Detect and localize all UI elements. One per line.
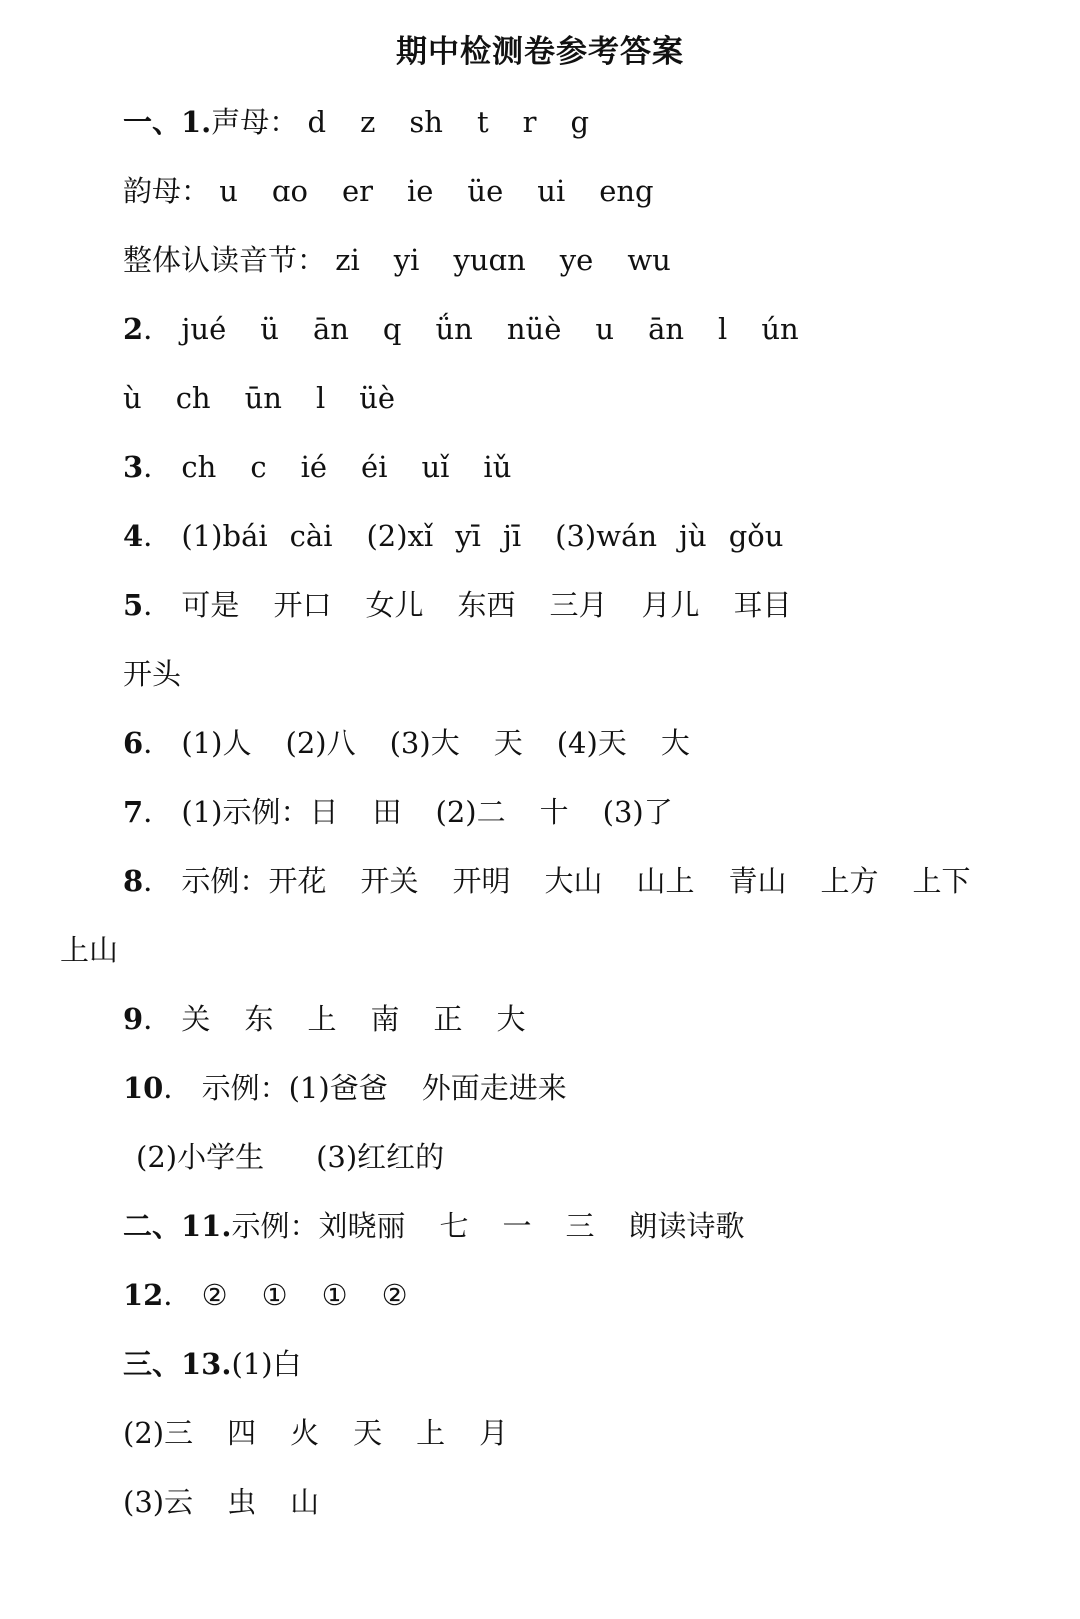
q8-line-1 — [123, 861, 971, 901]
q3-item: ié — [300, 450, 328, 484]
question-number: 10 — [123, 1071, 164, 1105]
q8-item: 上山 — [60, 933, 119, 967]
q11-item: 刘晓丽 — [318, 1209, 406, 1243]
q2-item: ān — [648, 312, 685, 346]
q12-item: ① — [261, 1278, 288, 1312]
q9-item: 关 — [181, 1002, 211, 1036]
q7-part: 田 — [372, 795, 402, 829]
q7-part: (3)了 — [602, 795, 673, 829]
question-number: 6 — [123, 726, 144, 760]
yunmu-item: u — [219, 174, 238, 208]
pinyin-syllable: jī — [502, 519, 522, 553]
question-dot: ． — [163, 1278, 193, 1312]
q6-part: (1)人 — [181, 726, 252, 760]
q13-line-3 — [123, 1482, 319, 1522]
q12-item: ① — [321, 1278, 348, 1312]
question-number: 7 — [123, 795, 144, 829]
yunmu-item: er — [341, 174, 373, 208]
q8-item: 上下 — [912, 864, 971, 898]
q9-item: 正 — [433, 1002, 463, 1036]
q4-part-label: (2) — [366, 519, 408, 553]
q5-item: 东西 — [457, 588, 516, 622]
q4-line — [123, 516, 783, 556]
q5-line-1 — [123, 585, 792, 625]
q11-item: 朗读诗歌 — [628, 1209, 745, 1243]
q12-item: ② — [381, 1278, 408, 1312]
zhengti-item: ye — [559, 243, 594, 277]
q13-item: 月 — [479, 1416, 509, 1450]
q8-item: 开花 — [268, 864, 327, 898]
q9-item: 上 — [307, 1002, 337, 1036]
q11-item: 一 — [502, 1209, 532, 1243]
question-dot: ． — [143, 1002, 173, 1036]
q2-item: ch — [175, 381, 211, 415]
question-dot: ． — [163, 1071, 193, 1105]
q4-part-label: (1) — [181, 519, 223, 553]
q6-part: (4)天 — [556, 726, 627, 760]
q10-line-1 — [123, 1068, 567, 1108]
page-title: 期中检测卷参考答案 — [396, 34, 684, 70]
q13-item: 上 — [416, 1416, 446, 1450]
q10-part: (3)红红的 — [316, 1140, 445, 1174]
q5-item: 月儿 — [641, 588, 700, 622]
yunmu-label: 韵母： — [123, 174, 211, 208]
q5-line-2 — [123, 654, 181, 694]
yunmu-item: ɑo — [271, 174, 308, 208]
q12-line — [123, 1275, 408, 1315]
q5-item: 耳目 — [733, 588, 792, 622]
q2-item: q — [382, 312, 402, 346]
shengmu-item: d — [307, 105, 327, 139]
pinyin-syllable: gǒu — [728, 519, 784, 553]
question-dot: ． — [143, 726, 173, 760]
q4-part — [366, 516, 521, 556]
q2-item: ü — [260, 312, 279, 346]
shengmu-item: r — [522, 105, 537, 139]
q13-item: 天 — [353, 1416, 383, 1450]
q2-item: ǘn — [435, 312, 473, 346]
q11-line — [123, 1206, 745, 1246]
q13-part: (1)白 — [231, 1347, 302, 1381]
question-number: 2 — [123, 312, 144, 346]
q1-shengmu-line — [123, 102, 589, 142]
q7-part: 十 — [539, 795, 569, 829]
question-number: 3 — [123, 450, 144, 484]
q8-item: 山上 — [636, 864, 695, 898]
q8-item: 大山 — [544, 864, 603, 898]
q3-item: uǐ — [421, 450, 450, 484]
question-number: 5 — [123, 588, 144, 622]
q2-item: l — [315, 381, 326, 415]
zhengti-item: wu — [627, 243, 671, 277]
question-dot: ． — [143, 588, 173, 622]
pinyin-syllable: xǐ — [407, 519, 434, 553]
zhengti-item: yuɑn — [453, 243, 526, 277]
zhengti-label: 整体认读音节： — [123, 243, 327, 277]
q8-prefix: 示例： — [181, 864, 269, 898]
q5-item: 开头 — [123, 657, 182, 691]
q6-part: (3)大 — [389, 726, 460, 760]
q6-part: (2)八 — [285, 726, 356, 760]
q11-prefix: 示例： — [231, 1209, 319, 1243]
q9-item: 南 — [370, 1002, 400, 1036]
q8-item: 青山 — [728, 864, 787, 898]
q13-item: (2)三 — [123, 1416, 194, 1450]
q8-item: 开明 — [452, 864, 511, 898]
q11-item: 三 — [565, 1209, 595, 1243]
question-dot: ． — [143, 312, 173, 346]
q3-item: c — [250, 450, 267, 484]
q6-line — [123, 723, 690, 763]
q2-item: ù — [123, 381, 142, 415]
q6-part: 天 — [493, 726, 523, 760]
question-number: 12 — [123, 1278, 164, 1312]
section-3-label: 三、13. — [123, 1347, 232, 1381]
q4-underlined-answer — [223, 519, 333, 553]
q2-line-2 — [123, 378, 395, 418]
question-dot: ． — [143, 795, 173, 829]
q13-line-2 — [123, 1413, 508, 1453]
q2-item: nüè — [506, 312, 562, 346]
q13-item: 山 — [290, 1485, 320, 1519]
shengmu-item: g — [570, 105, 590, 139]
pinyin-syllable: yī — [455, 519, 481, 553]
q12-item: ② — [201, 1278, 228, 1312]
q8-item: 开关 — [360, 864, 419, 898]
shengmu-item: z — [360, 105, 376, 139]
q7-part: (2)二 — [435, 795, 506, 829]
q9-item: 东 — [244, 1002, 274, 1036]
pinyin-syllable: bái — [222, 519, 268, 553]
pinyin-syllable: wán — [596, 519, 658, 553]
q2-item: ún — [761, 312, 799, 346]
pinyin-syllable: cài — [289, 519, 333, 553]
question-number: 8 — [123, 864, 144, 898]
q10-part: (2)小学生 — [136, 1140, 265, 1174]
q2-item: ān — [312, 312, 349, 346]
section-1-label: 一、1. — [123, 105, 212, 139]
q6-part: 大 — [660, 726, 690, 760]
q13-line-1 — [123, 1344, 302, 1384]
yunmu-item: üe — [467, 174, 504, 208]
q7-part: (1)示例：日 — [181, 795, 339, 829]
q8-line-2 — [60, 930, 118, 970]
q3-line — [123, 447, 511, 487]
q10-prefix: 示例： — [201, 1071, 289, 1105]
yunmu-item: ui — [537, 174, 566, 208]
question-number: 9 — [123, 1002, 144, 1036]
q4-part-label: (3) — [555, 519, 597, 553]
q3-item: ch — [181, 450, 217, 484]
q11-item: 七 — [439, 1209, 469, 1243]
q2-item: u — [595, 312, 615, 346]
q2-line-1 — [123, 309, 799, 349]
zhengti-item: zi — [335, 243, 360, 277]
q2-item: üè — [359, 381, 396, 415]
q13-item: 四 — [227, 1416, 257, 1450]
q8-item: 上方 — [820, 864, 879, 898]
section-2-label: 二、11. — [123, 1209, 232, 1243]
q3-item: iǔ — [483, 450, 512, 484]
q4-part — [181, 516, 332, 556]
shengmu-label: 声母： — [211, 105, 299, 139]
question-dot: ． — [143, 450, 173, 484]
q3-item: éi — [361, 450, 388, 484]
q2-item: jué — [181, 312, 227, 346]
q13-item: (3)云 — [123, 1485, 194, 1519]
q1-yunmu-line — [123, 171, 654, 211]
q4-underlined-answer — [596, 519, 783, 553]
q5-item: 可是 — [181, 588, 240, 622]
q13-item: 虫 — [227, 1485, 257, 1519]
q7-line — [123, 792, 673, 832]
q10-line-2 — [136, 1137, 444, 1177]
q2-item: l — [718, 312, 728, 346]
shengmu-item: t — [476, 105, 489, 139]
q5-item: 三月 — [549, 588, 608, 622]
q10-part: (1)爸爸 — [288, 1071, 388, 1105]
question-dot: ． — [143, 864, 173, 898]
q5-item: 开口 — [273, 588, 332, 622]
pinyin-syllable: jù — [679, 519, 707, 553]
q4-part — [555, 516, 783, 556]
q13-item: 火 — [290, 1416, 320, 1450]
q9-line — [123, 999, 526, 1039]
question-dot: ． — [143, 519, 173, 553]
question-number: 4 — [123, 519, 144, 553]
shengmu-item: sh — [409, 105, 443, 139]
q1-zhengti-line — [123, 240, 671, 280]
q10-part: 外面走进来 — [421, 1071, 567, 1105]
yunmu-item: eng — [599, 174, 654, 208]
q4-underlined-answer — [408, 519, 522, 553]
q2-item: ūn — [244, 381, 282, 415]
yunmu-item: ie — [406, 174, 434, 208]
zhengti-item: yi — [393, 243, 420, 277]
q5-item: 女儿 — [365, 588, 424, 622]
q9-item: 大 — [496, 1002, 526, 1036]
